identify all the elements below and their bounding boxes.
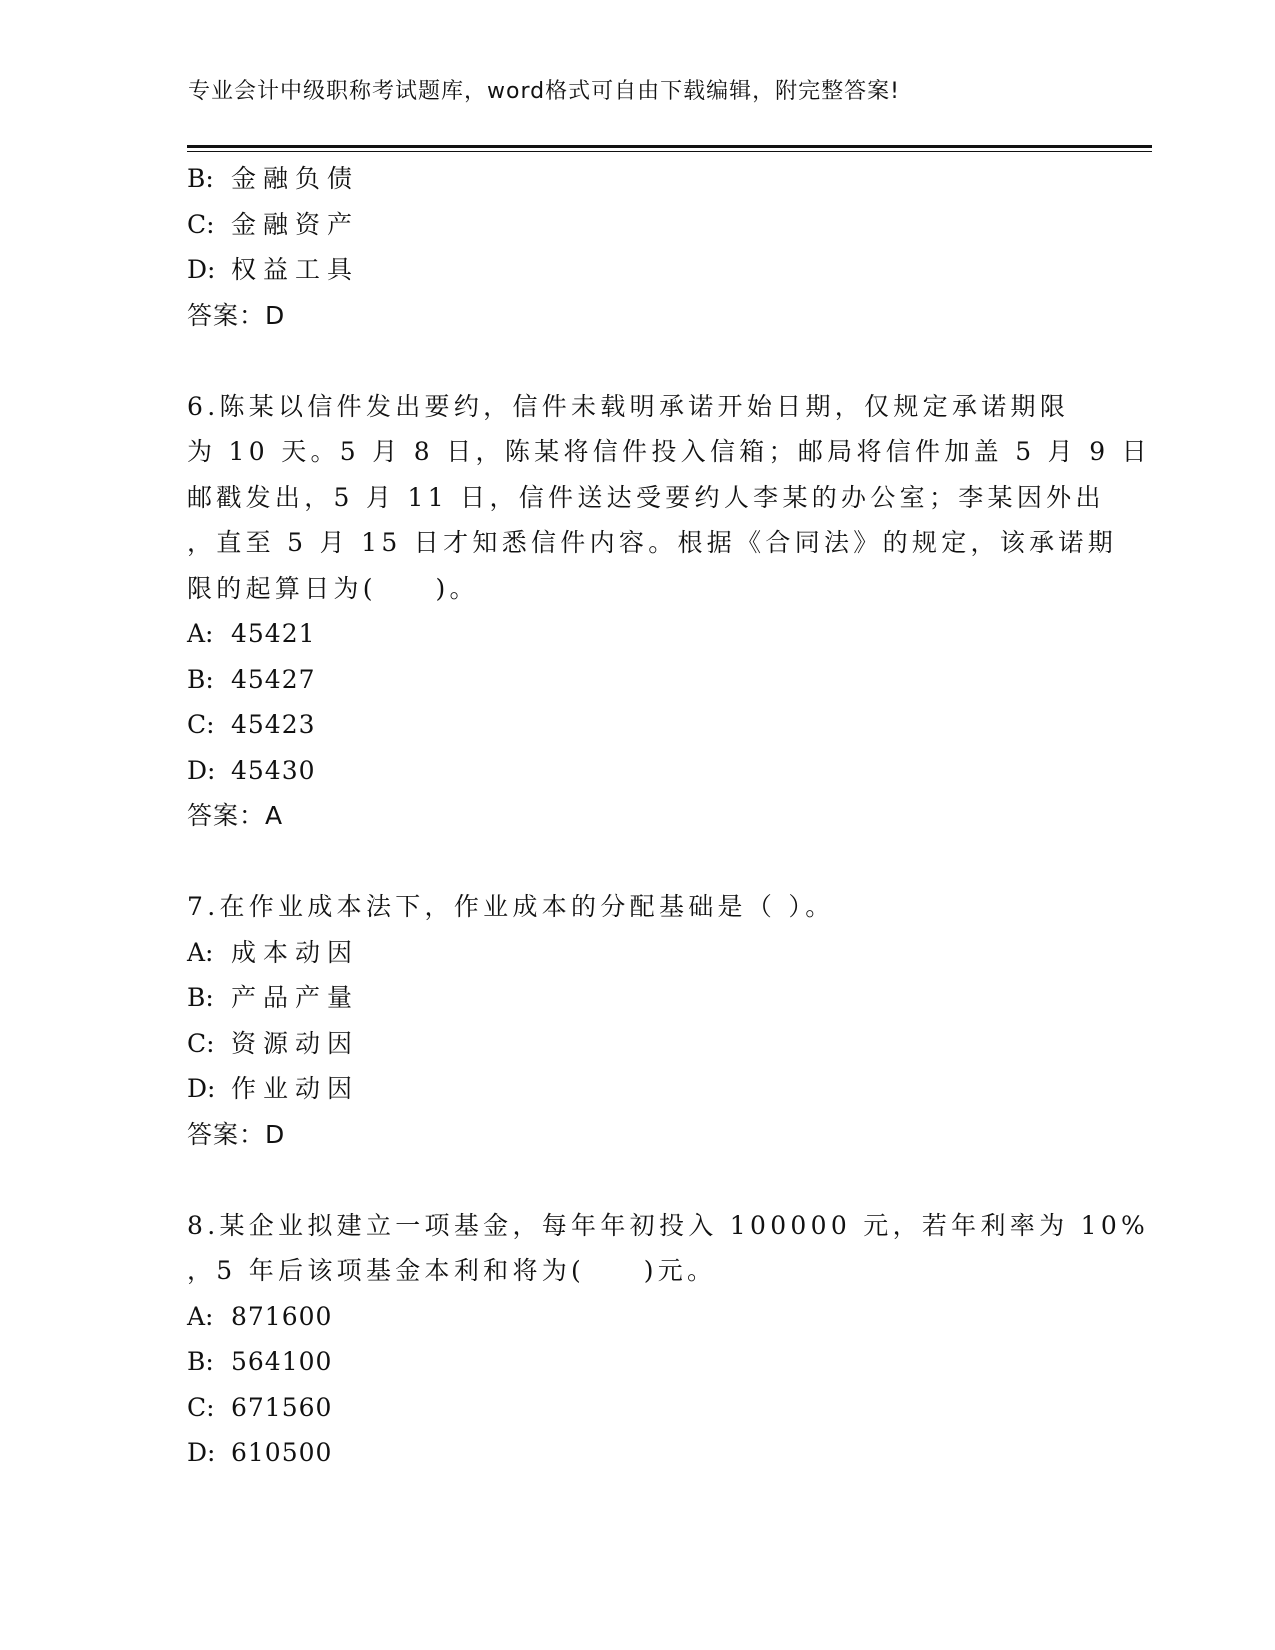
option-key: D: xyxy=(187,255,216,284)
option-a xyxy=(187,611,1087,657)
option-d xyxy=(187,748,1087,794)
option-text: 成本动因 xyxy=(231,937,360,967)
spacer xyxy=(187,839,1087,885)
header-rule-thick xyxy=(187,145,1152,148)
option-key: C: xyxy=(187,1028,215,1058)
option-b xyxy=(187,975,1087,1021)
option-a xyxy=(187,1294,1087,1340)
option-a xyxy=(187,930,1087,976)
option-text: 金融资产 xyxy=(231,209,360,239)
option-key: A: xyxy=(187,619,214,648)
question-5 xyxy=(187,156,1087,338)
option-key: D: xyxy=(187,1074,216,1103)
question-text-line: 限的起算日为( )。 xyxy=(187,573,479,603)
answer-line: 答案：D xyxy=(187,1119,286,1149)
question-7 xyxy=(187,884,1087,1157)
option-key: B: xyxy=(187,983,214,1012)
option-text: 45423 xyxy=(231,710,316,739)
option-c xyxy=(187,202,1087,248)
option-key: C: xyxy=(187,209,215,239)
option-b xyxy=(187,657,1087,703)
option-key: B: xyxy=(187,1347,214,1376)
question-content xyxy=(187,156,1151,1476)
option-key: C: xyxy=(187,710,215,739)
question-8 xyxy=(187,1203,1150,1476)
option-key: D: xyxy=(187,1438,216,1467)
option-text: 610500 xyxy=(231,1438,333,1467)
option-c xyxy=(187,1385,1087,1431)
option-text: 871600 xyxy=(231,1301,333,1331)
option-text: 45430 xyxy=(231,755,316,785)
option-key: C: xyxy=(187,1392,215,1422)
option-key: B: xyxy=(187,664,214,694)
question-text-line: 邮戳发出，5 月 11 日，信件送达受要约人李某的办公室；李某因外出 xyxy=(187,482,1105,512)
option-c xyxy=(187,1021,1087,1067)
option-c xyxy=(187,702,1087,748)
option-text: 产品产量 xyxy=(231,983,360,1012)
answer-line: 答案：D xyxy=(187,300,286,330)
option-text: 金融负债 xyxy=(231,164,360,193)
question-text-line: 为 10 天。5 月 8 日，陈某将信件投入信箱；邮局将信件加盖 5 月 9 日 xyxy=(187,437,1151,466)
page-header: 专业会计中级职称考试题库，word格式可自由下载编辑，附完整答案! xyxy=(188,79,900,104)
option-b xyxy=(187,1339,1087,1385)
option-text: 权益工具 xyxy=(231,255,360,284)
option-text: 作业动因 xyxy=(231,1074,360,1103)
question-text-line: 7.在作业成本法下，作业成本的分配基础是（ ）。 xyxy=(187,892,835,921)
option-text: 45421 xyxy=(231,619,316,648)
answer-line: 答案：A xyxy=(187,801,284,830)
question-text-line: 8.某企业拟建立一项基金，每年年初投入 100000 元，若年利率为 10% xyxy=(187,1210,1150,1240)
question-text-line: ，直至 5 月 15 日才知悉信件内容。根据《合同法》的规定，该承诺期 xyxy=(187,528,1118,557)
option-d xyxy=(187,1066,1087,1112)
question-text-line: 6.陈某以信件发出要约，信件未载明承诺开始日期，仅规定承诺期限 xyxy=(187,391,1070,421)
spacer xyxy=(187,338,1087,384)
option-d xyxy=(187,247,1087,293)
option-text: 671560 xyxy=(231,1392,333,1422)
option-key: B: xyxy=(187,164,214,193)
option-text: 资源动因 xyxy=(231,1028,360,1058)
question-6 xyxy=(187,384,1151,839)
option-text: 564100 xyxy=(231,1347,333,1376)
option-b xyxy=(187,156,1087,202)
spacer xyxy=(187,1157,1087,1203)
option-d xyxy=(187,1430,1087,1476)
option-key: A: xyxy=(187,937,214,967)
header-rule-thin xyxy=(187,151,1152,152)
option-key: D: xyxy=(187,755,216,785)
question-text-line: ，5 年后该项基金本利和将为( )元。 xyxy=(187,1256,717,1285)
option-text: 45427 xyxy=(231,664,316,694)
option-key: A: xyxy=(187,1301,214,1331)
